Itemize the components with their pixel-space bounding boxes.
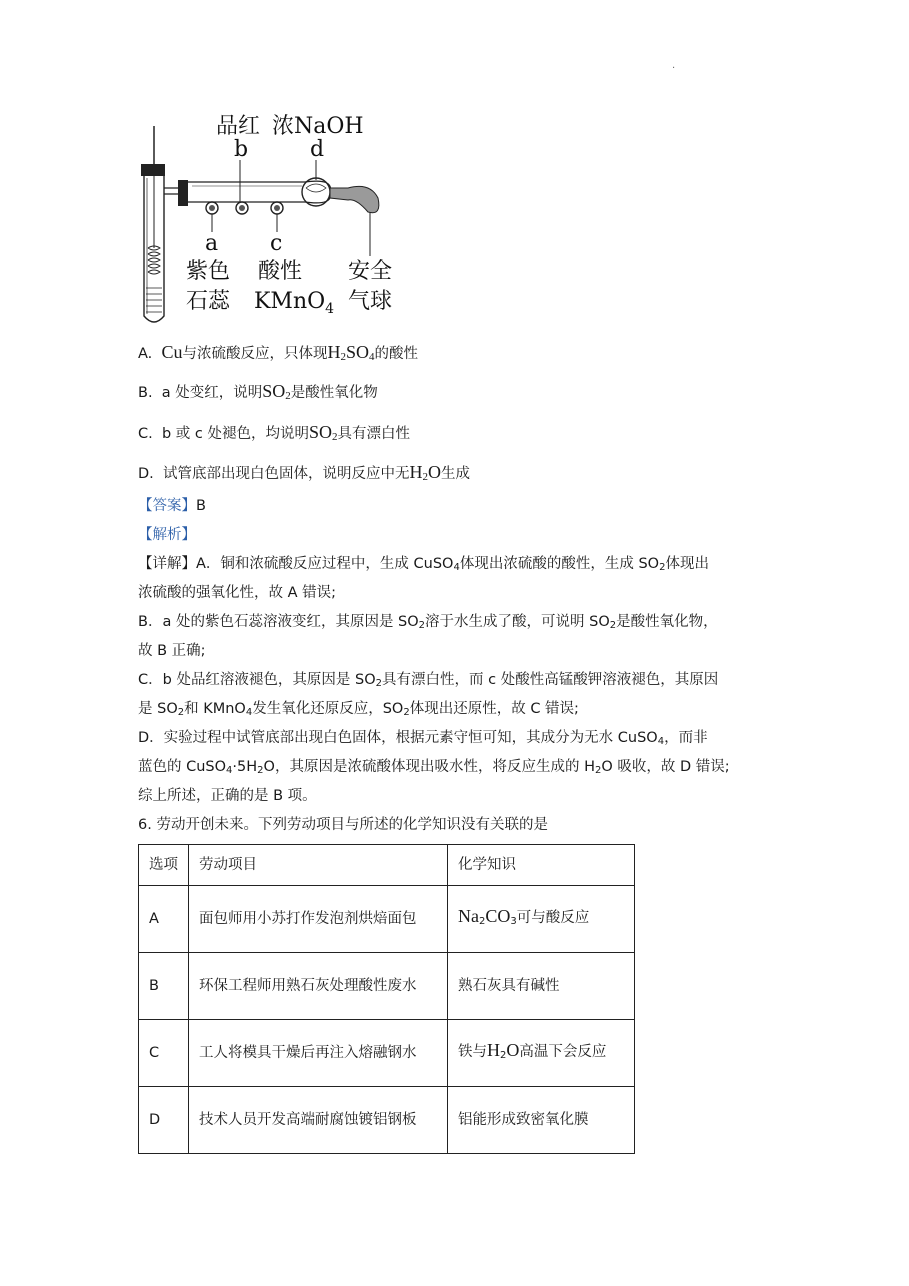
table-row [139,953,635,1020]
row-chem: 铝能形成致密氧化膜 [448,1087,635,1154]
explain-line-7: D．实验过程中试管底部出现白色固体，根据元素守恒可知，其成分为无水 CuSO$_4$，而非 [138,730,708,747]
explain-line-3: B．a 处的紫色石蕊溶液变红，其原因是 $SO_2$溶于水生成了酸，可说明 $SO_2$是酸性氧化物， [138,614,718,631]
label-zise1: 紫色 [186,259,231,284]
table-row [139,1087,635,1154]
label-qiqiu: 气球 [348,289,393,314]
explain-line-2: 浓硫酸的强氧化性，故 A 错误; [138,585,337,601]
explain-line-5: C．b 处品红溶液褪色，其原因是 $SO_2$具有漂白性，而 c 处酸性高锰酸钾溶液褪色，其原因 [138,672,719,689]
row-labor: 面包师用小苏打作发泡剂烘焙面包 [189,886,448,953]
table-row [139,886,635,953]
table-header-row [139,845,635,886]
analysis-tag: 【解析】 [138,527,196,543]
page-dot: . [672,60,676,71]
row-labor: 工人将模具干燥后再注入熔融钢水 [189,1020,448,1087]
safety-balloon [330,186,379,212]
label-d: d [310,137,325,162]
row-option: C [139,1020,189,1087]
option-c: C. b 或 c 处褪色，均说明$SO_2$具有漂白性 [138,422,410,443]
row-chem: 熟石灰具有碱性 [448,953,635,1020]
explain-line-1: 【详解】A．铜和浓硫酸反应过程中，生成 CuSO$_4$体现出浓硫酸的酸性，生成 $SO_2$体现出 [138,556,709,573]
label-kmno4: KMnO$_4$ [254,289,335,317]
answer: 【答案】B [138,498,206,514]
explain-line-8: 蓝色的 $CuSO_4\cdot 5H_2O$，其原因是浓硫酸体现出吸水性，将反应生成的 $H_2O$ 吸收，故 D 错误; [138,759,730,776]
row-option: A [139,886,189,953]
header-labor: 劳动项目 [189,845,448,886]
label-naoh: 浓NaOH [272,114,364,139]
row-option: B [139,953,189,1020]
label-suanxing: 酸性 [258,259,303,284]
label-zise2: 石蕊 [186,289,231,314]
connector [178,180,188,206]
table-row [139,1020,635,1087]
explain-line-6: 是 $SO_2$和 KMnO$_4$发生氧化还原反应，$SO_2$体现出还原性，故 C 错误; [138,701,579,718]
header-option: 选项 [139,845,189,886]
explain-line-9: 综上所述，正确的是 B 项。 [138,788,317,804]
glass-tube [188,182,305,202]
row-chem: 铁与$H_2O$高温下会反应 [448,1020,635,1087]
label-pinhong: 品红 [216,114,261,139]
label-a: a [205,231,219,256]
label-b: b [234,137,249,162]
option-b: B. a 处变红，说明$SO_2$是酸性氧化物 [138,381,378,402]
stopper [141,164,165,176]
row-labor: 环保工程师用熟石灰处理酸性废水 [189,953,448,1020]
header-chem: 化学知识 [448,845,635,886]
question-6-table [138,844,635,1154]
question-6-stem: 6. 劳动开创未来。下列劳动项目与所述的化学知识没有关联的是 [138,817,548,833]
row-option: D [139,1087,189,1154]
explain-line-4: 故 B 正确; [138,643,206,659]
label-anquan: 安全 [348,259,393,284]
option-a: A. Cu与浓硫酸反应，只体现$H_2SO_4$的酸性 [138,342,419,363]
row-chem: $Na_2CO_3$可与酸反应 [448,886,635,953]
copper-coil [148,246,160,274]
label-c: c [270,231,283,256]
row-labor: 技术人员开发高端耐腐蚀镀铝钢板 [189,1087,448,1154]
option-d: D. 试管底部出现白色固体，说明反应中无$H_2O$生成 [138,462,470,483]
apparatus-diagram [120,108,420,333]
